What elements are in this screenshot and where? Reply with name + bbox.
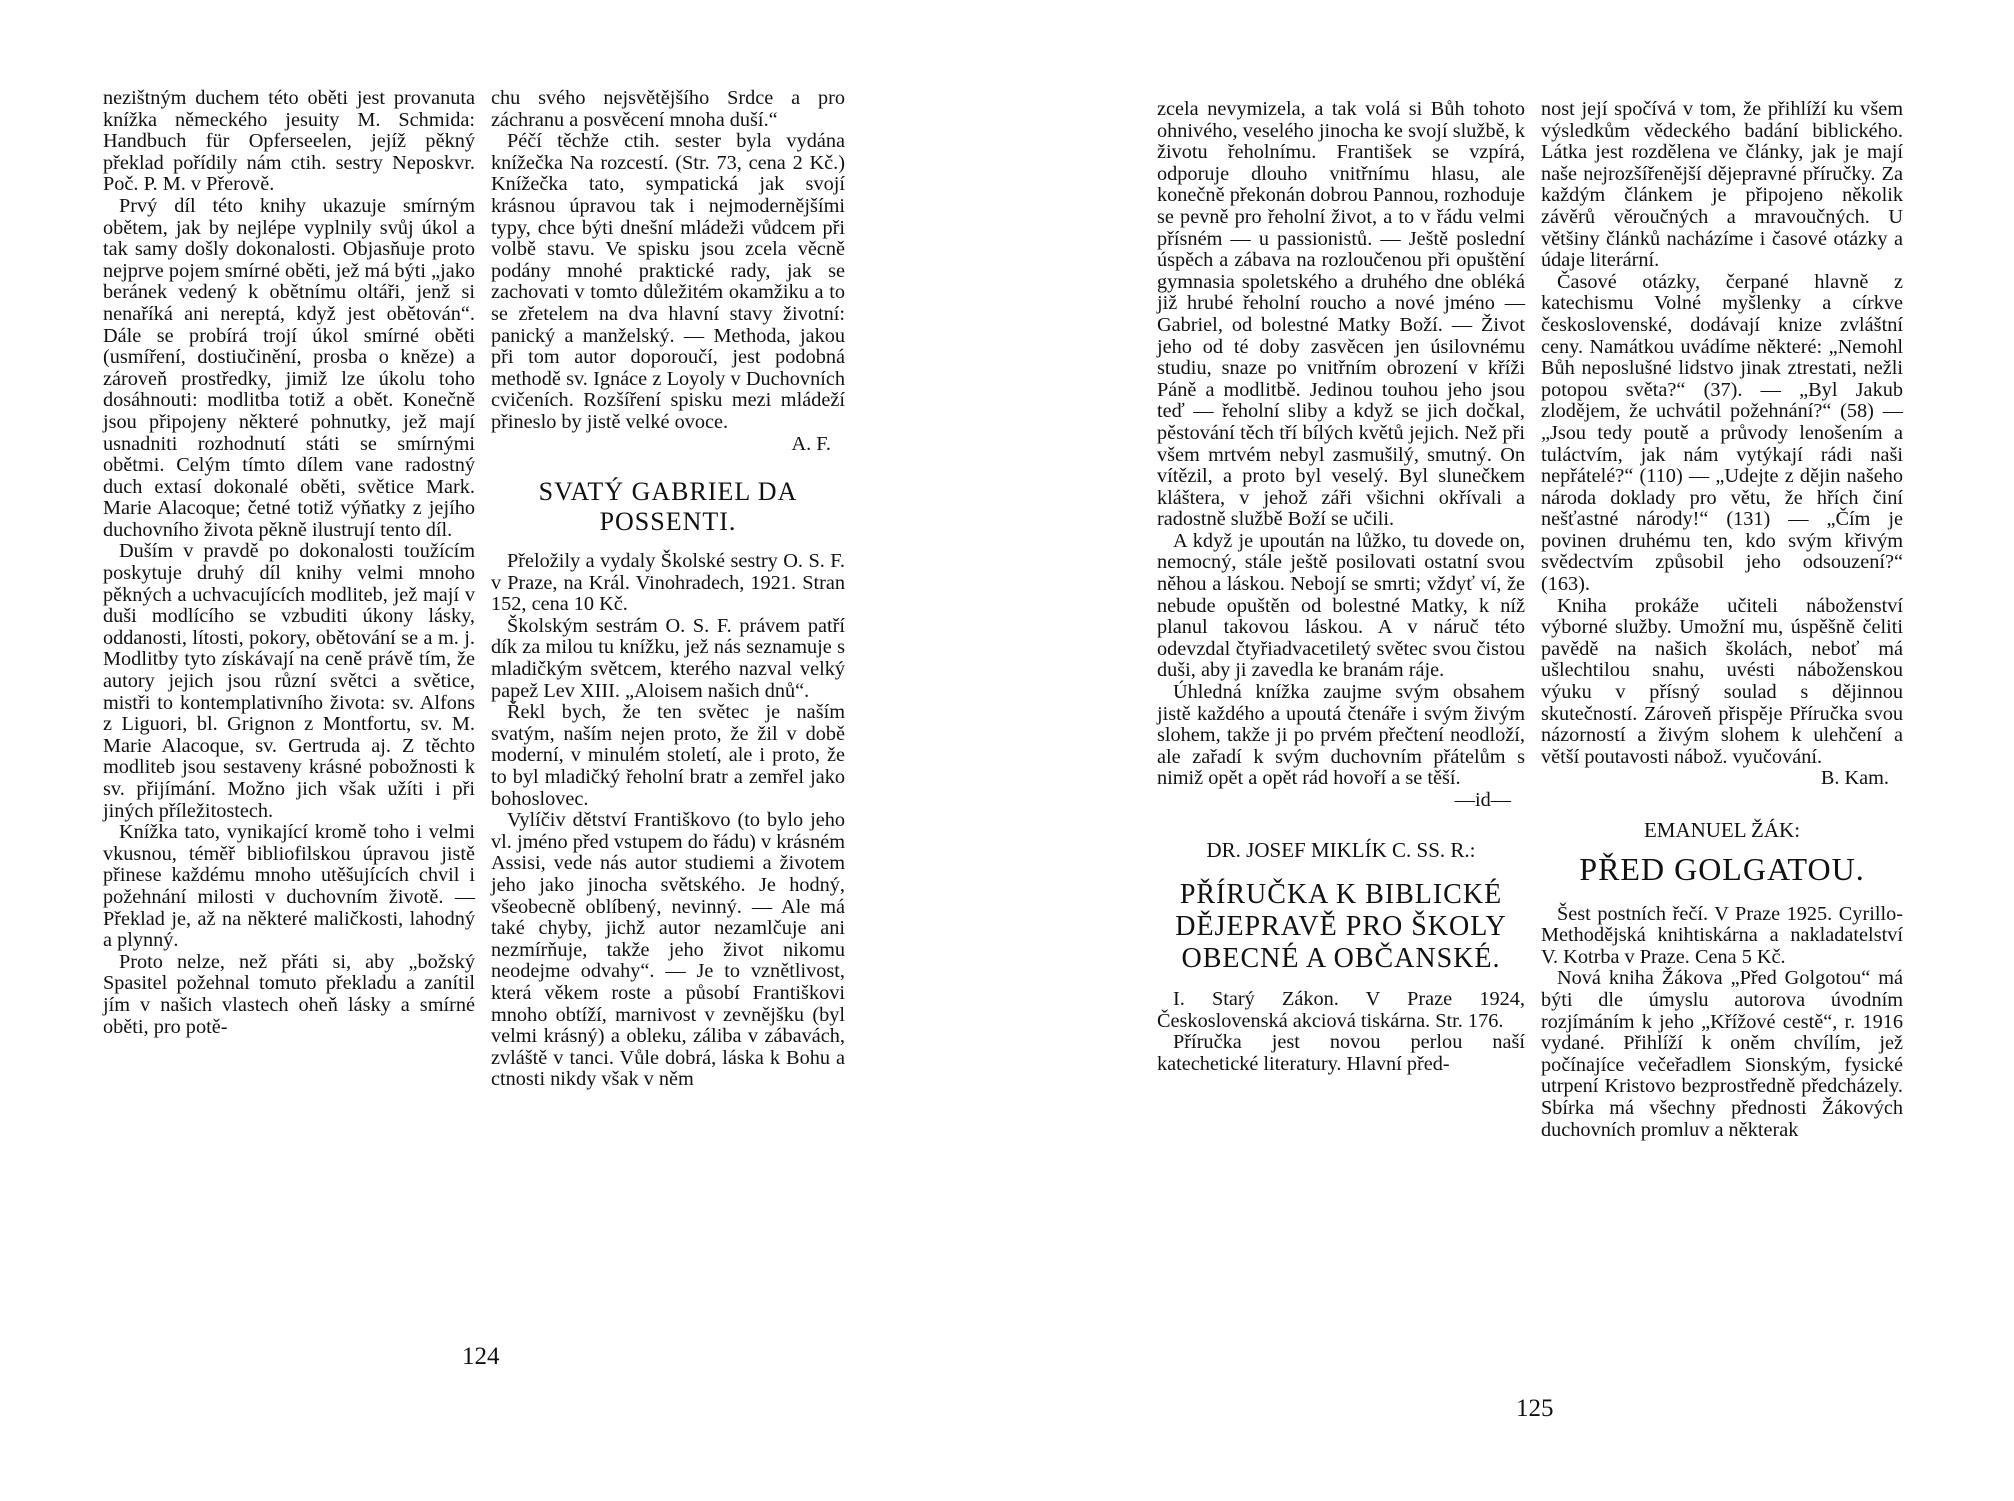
paragraph: nost její spočívá v tom, že přihlíží ku všem výsledkům vědeckého badání biblického. Látka jest rozdělena ve články, jak je mají naše nejrozšířenější dějepravné příručky. Za každým článkem je připojeno několik závěrů věroučných a mravoučných. U většiny článků nacházíme i časové otázky a údaje literární. [1541, 98, 1903, 272]
heading-line: DĚJEPRAVĚ PRO ŠKOLY [1175, 911, 1507, 943]
review-signature: A. F. [791, 432, 831, 455]
review-signature: —id— [1454, 789, 1511, 811]
page-number: 124 [462, 1343, 500, 1370]
paragraph: Vylíčiv dětství Františkovo (to bylo jeho vl. jméno před vstupem do řádu) v krásném Assisi, vede nás autor studiemi a životem jeho jako jinocha světského. Je hodný, všeobecně oblíbený, nevinný. — Ale má také chyby, jichž autor nezamlčuje ani nezmírňuje, takže jeho život nikomu neodejme odvahy“. — Je to vznětlivost, která věkem roste a působí Františkovi mnoho obtíží, marnivost v zevnějšku (byl velmi krásný) a obleku, záliba v zábavách, zvláště v tanci. Vůle dobrá, láska k Bohu a ctnosti nikdy však v něm [491, 809, 845, 1091]
paragraph: Nová kniha Žákova „Před Golgotou“ má býti dle úmyslu autorova úvodním rozjímáním k jeho „Křížové cestě“, r. 1916 vydané. Přihlíží k oněm chvílím, jež počínajíce večeřadlem Sionským, fysické utrpení Kristovo bezprostředně předcházely. Sbírka má všechny přednosti Žákových duchovních promluv a některak [1541, 967, 1903, 1141]
review-signature: B. Kam. [1820, 767, 1889, 790]
section-heading [491, 477, 845, 537]
paragraph: nezištným duchem této oběti jest provanuta knížka německého jesuity M. Schmida: Handbuch für Opferseelen, jejíž pěkný překlad pořídily nám ctih. sestry Neposkvr. Poč. P. M. v Přerově. [103, 87, 475, 196]
left-page-column-2 [491, 88, 845, 1091]
paragraph: Úhledná knížka zaujme svým obsahem jistě každého a upoutá čtenáře i svým živým slohem, takže ji po prvém přečtení neodloží, ale zařadí k svým duchovním přátelům s nimiž opět a opět rád hovoří a se těší. [1157, 681, 1525, 790]
paragraph: chu svého nejsvětějšího Srdce a pro záchranu a posvěcení mnoha duší.“ [491, 87, 845, 131]
paragraph: zcela nevymizela, a tak volá si Bůh tohoto ohnivého, veselého jinocha ke svojí službě, k životu řeholnímu. František se vzpírá, odporuje dlouho vnitřnímu hlasu, ale konečně překonán dobrou Pannou, rozhoduje se pevně pro řeholní život, a to v řádu velmi přísném — u passionistů. — Ještě poslední úspěch a zábava na rozloučenou při opuštění gymnasia spoletského a druhého dne obléká již hrubé řeholní roucho a nové jméno — Gabriel, od bolestné Matky Boží. — Život jeho od té doby zasvěcen jen úsilovnému studiu, snaze po vnitřním obrození v kříži Páně a modlitbě. Jedinou touhou jeho jsou teď — řeholní sliby a když se jich dočkal, pěstování těch tří bílých květů jejich. Než při všem mrtvém nebyl zasmušilý, smutný. On vítězil, a proto byl veselý. Byl slunečkem kláštera, v jehož záři všichni okřívali a radostně službě Boží se učili. [1157, 98, 1525, 531]
author-line: EMANUEL ŽÁK: [1643, 818, 1801, 842]
paragraph: Knížka tato, vynikající kromě toho i velmi vkusnou, téměř bibliofilskou úpravou jistě přinese každému mnoho utěšujících chvil i požehnání milosti v duchovním životě. — Překlad je, až na některé maličkosti, lahodný a plynný. [103, 821, 475, 952]
paragraph: Časové otázky, čerpané hlavně z katechismu Volné myšlenky a církve československé, dodávají knize zvláštní ceny. Namátkou uvádíme některé: „Nemohl Bůh neposlušné lidstvo jinak ztrestati, nežli potopou světa?“ (37). — „Byl Jakub zlodějem, že uchvátil požehnání?“ (58) — „Jsou tedy poutě a průvody lenošením a tuláctvím, jak nám vytýkají rádi naši nepřátelé?“ (110) — „Udejte z dějin našeho národa doklady pro větu, že hřích činí nešťastné národy!“ (131) — „Čím je povinen druhému ten, kdo svým křivým svědectvím způsobil jeho odsouzení?“ (163). [1541, 270, 1903, 596]
paragraph: Řekl bych, že ten světec je naším svatým, naším nejen proto, že žil v době moderní, v minulém století, ale i proto, že to byl mladičký řeholní bratr a zemřel jako bohoslovec. [491, 701, 845, 810]
heading-line: PŘÍRUČKA K BIBLICKÉ [1179, 879, 1503, 911]
paragraph: Kniha prokáže učiteli náboženství výborné služby. Umožní mu, úspěšně čeliti pavědě na našich školách, neboť má ušlechtilou snahu, uvésti náboženskou výuku v přísný soulad s dějinnou skutečností. Zároveň přispěje Příručka svou názorností a živým slohem k ulehčení a větší poutavosti nábož. vyučování. [1541, 594, 1903, 768]
paragraph: A když je upoután na lůžko, tu dovede on, nemocný, stále ještě posilovati ostatní svou něhou a láskou. Nebojí se smrti; vždyť ví, že nebude opuštěn od bolestné Matky, k níž planul takovou láskou. A v náruč této odevzdal čtyřiadvacetiletý světec svou čistou duši, aby ji zavedla ke branám ráje. [1157, 529, 1525, 682]
paragraph: Šest postních řečí. V Praze 1925. Cyrillo-Methodějská knihtiskárna a nakladatelství V. Kotrba v Praze. Cena 5 Kč. [1541, 902, 1903, 968]
page-number: 125 [1516, 1395, 1554, 1422]
paragraph: Prvý díl této knihy ukazuje smírným obětem, jak by nejlépe vyplnily svůj úkol a tak samy došly dokonalosti. Objasňuje proto nejprve pojem smírné oběti, jež má býti „jako beránek vedený k obětnímu oltáři, jenž si nenaříká ani nereptá, když jest obětován“. Dále se probírá trojí úkol smírné oběti (usmíření, dostiučinění, prosba o kněze) a zároveň prostředky, jimiž lze úkolu toho dosáhnouti: modlitba totiž a obět. Konečně jsou připojeny některé pohnutky, jež mají usnadniti rozhodnutí státi se smírnými obětmi. Celým tímto dílem vane radostný duch extasí dokonalé oběti, světice Mark. Marie Alacoque; četné totiž výňatky z jejího duchovního života pěkně ilustrují tento díl. [103, 194, 475, 541]
section-heading: PŘED GOLGATOU. [1579, 850, 1865, 887]
section-heading [1157, 879, 1525, 975]
paragraph: Školským sestrám O. S. F. právem patří dík za milou tu knížku, jež nás seznamuje s mladičkým světcem, kterého nazval velký papež Lev XIII. „Aloisem našich dnů“. [491, 614, 845, 702]
paragraph: Duším v pravdě po dokonalosti toužícím poskytuje druhý díl knihy velmi mnoho pěkných a uchvacujících modliteb, jež mají v duši modlícího se vzbuditi úkony lásky, oddanosti, lítosti, pokory, obětování se a m. j. Modlitby tyto získávají na ceně právě tím, že autory jejich jsou různí světci a světice, mistři to kontemplativního života: sv. Alfons z Liguori, bl. Grignon z Montfortu, sv. M. Marie Alacoque, sv. Gertruda aj. Z těchto modliteb jsou sestaveny krásné pobožnosti k sv. přijímání. Možno jich však užíti i při jiných příležitostech. [103, 540, 475, 822]
paragraph: Přeložily a vydaly Školské sestry O. S. F. v Praze, na Král. Vinohradech, 1921. Stran 152, cena 10 Kč. [491, 550, 845, 616]
heading-line: OBECNÉ A OBČANSKÉ. [1181, 943, 1501, 975]
left-page-column-1 [103, 88, 475, 1038]
paragraph: Péčí těchže ctih. sester byla vydána knížečka Na rozcestí. (Str. 73, cena 2 Kč.) Knížečka tato, sympatická jak svojí krásnou úpravou tak i nejmodernějšími typy, chce býti dnešní mládeži vůdcem při volbě stavu. Ve spisku jsou zcela věcně podány mnohé praktické rady, jak se zachovati v tomto důležitém okamžiku a to se zřetelem na dva hlavní stavy životní: panický a manželský. — Methoda, jakou při tom autor doporoučí, jest podobná methodě sv. Ignáce z Loyoly v Duchovních cvičeních. Rozšíření spisku mezi mládeží přineslo by jistě velké ovoce. [491, 130, 845, 433]
right-page-column-2 [1541, 99, 1903, 1141]
paragraph: Proto nelze, než přáti si, aby „božský Spasitel požehnal tomuto překladu a zanítil jím v našich vlastech oheň lásky a smírné oběti, pro potě- [103, 950, 475, 1038]
heading-line: SVATÝ GABRIEL DA [538, 477, 798, 507]
author-line: DR. JOSEF MIKLÍK C. SS. R.: [1206, 837, 1476, 862]
paragraph: I. Starý Zákon. V Praze 1924, Československá akciová tiskárna. Str. 176. [1157, 988, 1525, 1032]
right-page-column-1 [1157, 99, 1525, 1076]
paragraph: Příručka jest novou perlou naší katechetické literatury. Hlavní před- [1157, 1031, 1525, 1075]
heading-line: POSSENTI. [599, 507, 737, 537]
